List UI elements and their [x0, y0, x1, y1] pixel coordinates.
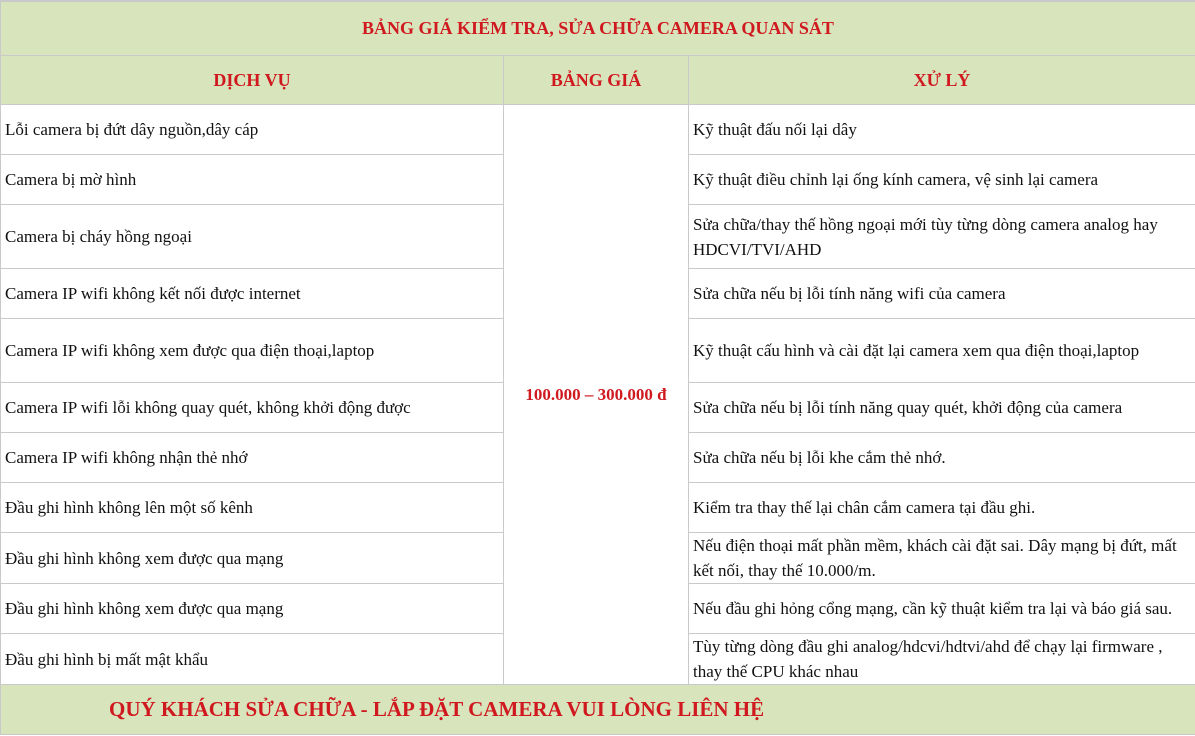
header-service: DỊCH VỤ [1, 56, 504, 105]
handling-cell: Nếu đầu ghi hỏng cổng mạng, cần kỹ thuật kiểm tra lại và báo giá sau. [689, 584, 1195, 634]
handling-cell: Kỹ thuật đấu nối lại dây [689, 105, 1195, 155]
handling-cell: Nếu điện thoại mất phần mềm, khách cài đặt sai. Dây mạng bị đứt, mất kết nối, thay thế 10.000/m. [689, 533, 1195, 584]
service-cell: Camera bị mờ hình [1, 155, 504, 205]
handling-cell: Sửa chữa nếu bị lỗi tính năng quay quét, khởi động của camera [689, 383, 1195, 433]
service-cell: Camera IP wifi không xem được qua điện thoại,laptop [1, 319, 504, 383]
header-row [1, 56, 1195, 105]
contact-banner: QUÝ KHÁCH SỬA CHỮA - LẮP ĐẶT CAMERA VUI LÒNG LIÊN HỆ [1, 685, 1195, 735]
service-cell: Camera bị cháy hồng ngoại [1, 205, 504, 269]
handling-cell: Tùy từng dòng đầu ghi analog/hdcvi/hdtvi/ahd để chạy lại firmware , thay thế CPU khác nhau [689, 634, 1195, 685]
handling-cell: Sửa chữa nếu bị lỗi tính năng wifi của camera [689, 269, 1195, 319]
service-cell: Camera IP wifi không nhận thẻ nhớ [1, 433, 504, 483]
handling-cell: Sửa chữa/thay thế hồng ngoại mới tùy từng dòng camera analog hay HDCVI/TVI/AHD [689, 205, 1195, 269]
service-cell: Đầu ghi hình bị mất mật khẩu [1, 634, 504, 685]
service-cell: Lỗi camera bị đứt dây nguồn,dây cáp [1, 105, 504, 155]
service-cell: Đầu ghi hình không lên một số kênh [1, 483, 504, 533]
handling-cell: Sửa chữa nếu bị lỗi khe cắm thẻ nhớ. [689, 433, 1195, 483]
handling-cell: Kỹ thuật điều chỉnh lại ống kính camera, vệ sinh lại camera [689, 155, 1195, 205]
service-cell: Camera IP wifi không kết nối được internet [1, 269, 504, 319]
footer-row [1, 685, 1195, 735]
handling-cell: Kỹ thuật cấu hình và cài đặt lại camera xem qua điện thoại,laptop [689, 319, 1195, 383]
header-price: BẢNG GIÁ [504, 56, 689, 105]
title-row [1, 1, 1195, 56]
price-cell: 100.000 – 300.000 đ [504, 105, 689, 685]
handling-cell: Kiểm tra thay thế lại chân cắm camera tại đầu ghi. [689, 483, 1195, 533]
table-row [1, 105, 1195, 155]
header-handling: XỬ LÝ [689, 56, 1195, 105]
table-title: BẢNG GIÁ KIỂM TRA, SỬA CHỮA CAMERA QUAN SÁT [1, 1, 1195, 56]
service-cell: Đầu ghi hình không xem được qua mạng [1, 584, 504, 634]
service-cell: Camera IP wifi lỗi không quay quét, không khởi động được [1, 383, 504, 433]
service-cell: Đầu ghi hình không xem được qua mạng [1, 533, 504, 584]
